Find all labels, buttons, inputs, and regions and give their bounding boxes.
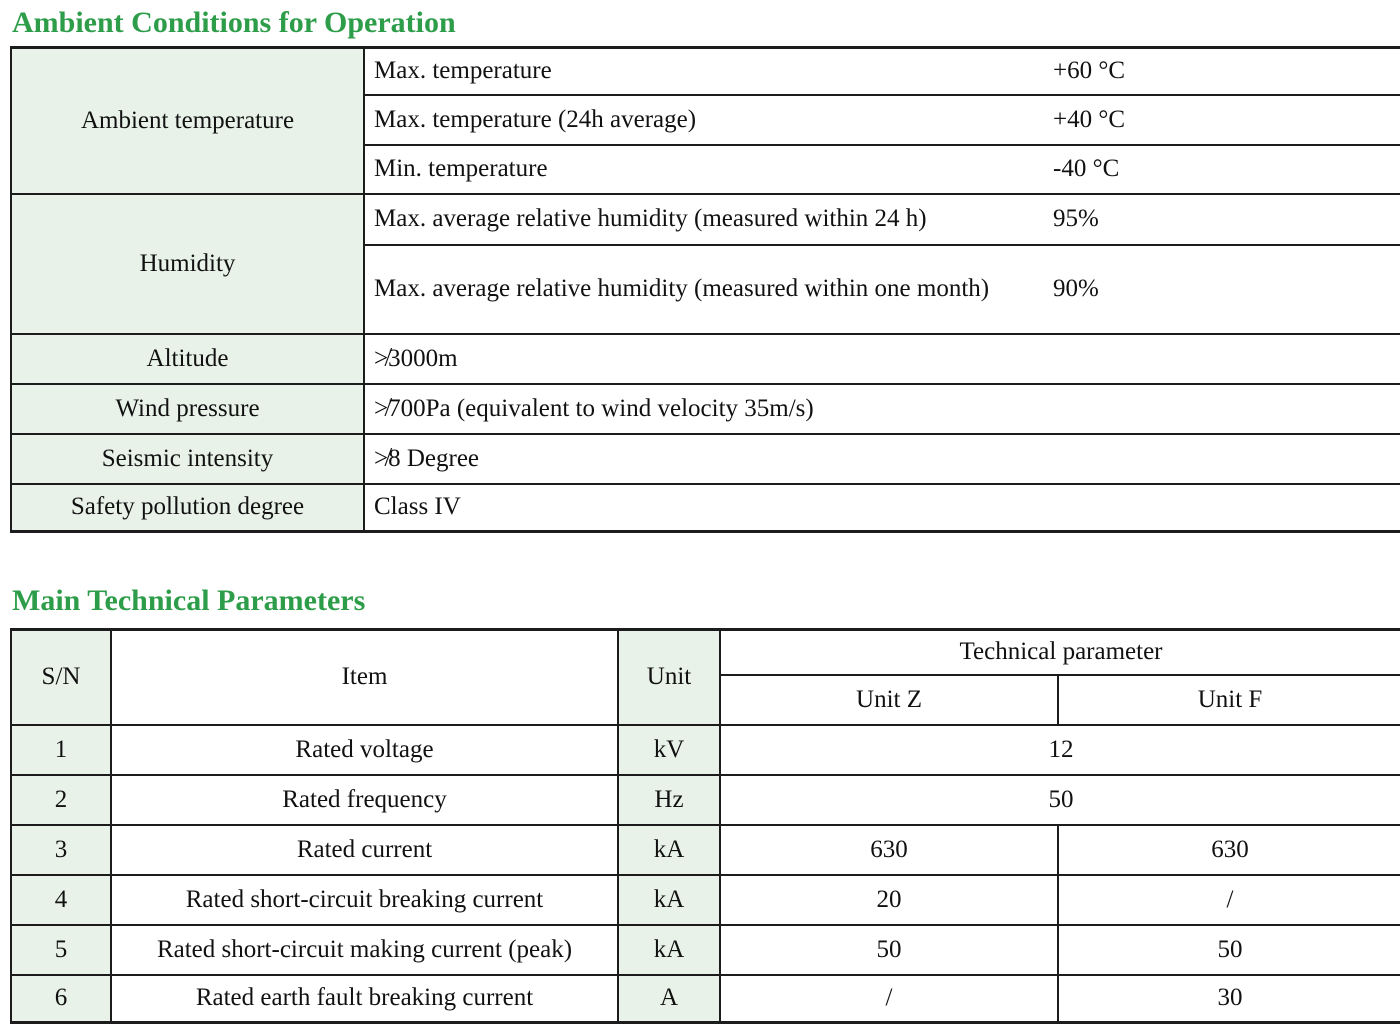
cell-sn: 1 [11,725,111,775]
cell-sn: 4 [11,875,111,925]
cell-item: Rated earth fault breaking current [111,975,618,1023]
table-row [11,975,1400,1023]
cell-item: Rated frequency [111,775,618,825]
cell-item: Rated short-circuit breaking current [111,875,618,925]
row-value: ≯3000m [374,344,458,372]
row-value: ≯700Pa (equivalent to wind velocity 35m/s) [374,394,814,422]
cell-merged-value: 50 [720,775,1400,825]
cell-sn: 5 [11,925,111,975]
table-row [11,384,1400,434]
header-unit-z: Unit Z [720,675,1058,725]
cell-sn: 2 [11,775,111,825]
table-row [11,775,1400,825]
cell-item: Rated voltage [111,725,618,775]
row-value: 95% [1053,205,1099,232]
row-label: Min. temperature [374,155,548,182]
header-unit: Unit [618,630,720,725]
category-safety-pollution-degree: Safety pollution degree [11,484,364,532]
row-label: Max. temperature [374,57,552,85]
category-altitude: Altitude [11,334,364,384]
table-row [11,484,1400,532]
cell-unit-f-value: 630 [1058,825,1400,875]
table-row [11,875,1400,925]
cell-unit: kA [618,875,720,925]
section1-title: Ambient Conditions for Operation [12,6,456,39]
row-value: +40 °C [1053,105,1126,133]
row-label: Max. average relative humidity (measured within one month) [374,275,990,302]
header-item: Item [111,630,618,725]
header-sn: S/N [11,630,111,725]
cell-unit-z-value: 630 [720,825,1058,875]
cell-unit: A [618,975,720,1023]
section2-title: Main Technical Parameters [12,584,366,617]
row-value: Class IV [374,493,461,521]
cell-unit-z-value: 20 [720,875,1058,925]
row-label: Max. average relative humidity (measured within 24 h) [374,205,927,232]
header-row [11,630,1400,675]
cell-merged-value: 12 [720,725,1400,775]
header-technical-parameter: Technical parameter [720,630,1400,675]
cell-unit-f-value: 30 [1058,975,1400,1023]
cell-unit: kV [618,725,720,775]
cell-unit-z-value: 50 [720,925,1058,975]
cell-item: Rated short-circuit making current (peak) [111,925,618,975]
table-row [11,825,1400,875]
table-row [11,434,1400,484]
cell-sn: 3 [11,825,111,875]
header-unit-f: Unit F [1058,675,1400,725]
cell-unit: Hz [618,775,720,825]
row-value: ≯8 Degree [374,444,480,472]
table-row [11,925,1400,975]
cell-unit: kA [618,825,720,875]
row-value: -40 °C [1053,155,1120,182]
cell-unit-f-value: / [1058,875,1400,925]
row-label: Max. temperature (24h average) [374,105,697,133]
category-humidity: Humidity [11,194,364,334]
cell-unit-f-value: 50 [1058,925,1400,975]
cell-item: Rated current [111,825,618,875]
table-row [11,725,1400,775]
table-row [11,194,1400,245]
category-seismic-intensity: Seismic intensity [11,434,364,484]
cell-unit: kA [618,925,720,975]
main-technical-parameters-table [10,628,1400,1024]
table-row [11,334,1400,384]
category-ambient-temperature: Ambient temperature [11,48,364,194]
cell-sn: 6 [11,975,111,1023]
cell-unit-z-value: / [720,975,1058,1023]
row-value: +60 °C [1053,57,1126,85]
table-row [11,48,1400,95]
row-value: 90% [1053,275,1099,302]
ambient-conditions-table [10,46,1400,533]
category-wind-pressure: Wind pressure [11,384,364,434]
